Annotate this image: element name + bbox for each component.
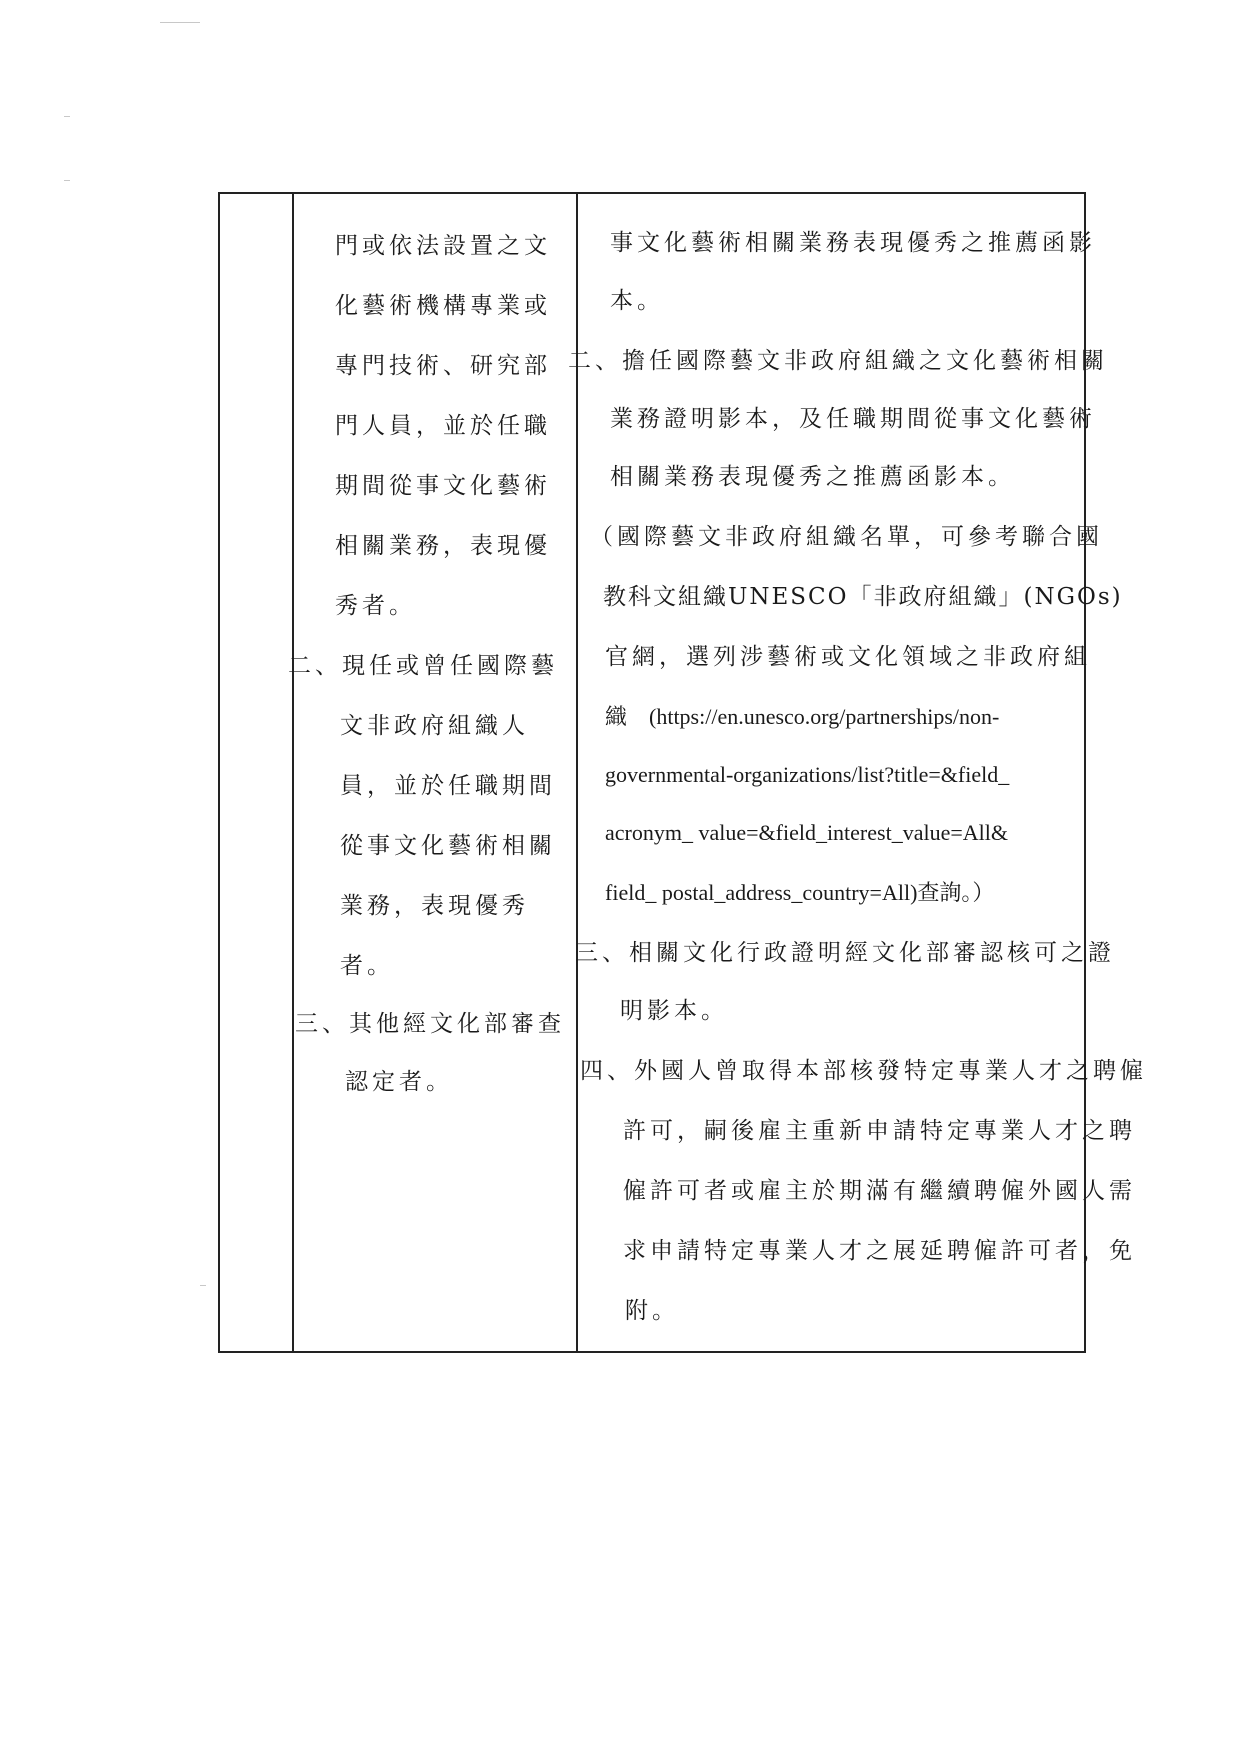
right-text-line: 明影本。 — [620, 998, 728, 1024]
left-text-line: 業務，表現優秀 — [340, 893, 529, 919]
right-text-line: 僱許可者或雇主於期滿有繼續聘僱外國人需 — [623, 1178, 1136, 1204]
right-text-line: governmental-organizations/list?title=&field_ — [605, 762, 1010, 787]
scan-artifact — [160, 22, 200, 23]
left-text-line: 員，並於任職期間 — [340, 773, 556, 799]
right-text-line: 事文化藝術相關業務表現優秀之推薦函影 — [610, 230, 1096, 256]
left-text-line: 從事文化藝術相關 — [340, 833, 556, 859]
right-text-line: 官網，選列涉藝術或文化領域之非政府組 — [605, 644, 1091, 670]
right-text-line: 本。 — [610, 288, 664, 314]
column-divider — [292, 194, 294, 1351]
right-text-line: （國際藝文非政府組織名單，可參考聯合國 — [590, 524, 1103, 550]
right-text-line: 附。 — [625, 1298, 679, 1324]
left-text-line: 期間從事文化藝術 — [335, 473, 551, 499]
left-text-line: 秀者。 — [335, 593, 416, 619]
right-text-line: 許可，嗣後雇主重新申請特定專業人才之聘 — [623, 1118, 1136, 1144]
left-text-line: 二、現任或曾任國際藝 — [288, 653, 558, 679]
left-text-line: 專門技術、研究部 — [335, 353, 551, 379]
scan-artifact — [64, 116, 70, 117]
right-text-line: 二、擔任國際藝文非政府組織之文化藝術相關 — [568, 348, 1108, 374]
right-text-line: acronym_ value=&field_interest_value=All& — [605, 820, 1008, 845]
right-text-line: 四、外國人曾取得本部核發特定專業人才之聘僱 — [580, 1058, 1147, 1084]
right-text-line: 業務證明影本，及任職期間從事文化藝術 — [610, 406, 1096, 432]
right-text-line: field_ postal_address_country=All)查詢。） — [605, 880, 995, 905]
right-text-line: 教科文組織UNESCO「非政府組織」(NGOs) — [603, 584, 1123, 610]
left-text-line: 門人員，並於任職 — [335, 413, 551, 439]
left-text-line: 三、其他經文化部審查 — [295, 1011, 565, 1037]
scan-artifact — [200, 1285, 206, 1286]
right-text-line: 求申請特定專業人才之展延聘僱許可者，免 — [623, 1238, 1136, 1264]
scan-artifact — [64, 180, 70, 181]
right-text-line: 織 (https://en.unesco.org/partnerships/non- — [605, 704, 1000, 729]
left-text-line: 化藝術機構專業或 — [335, 293, 551, 319]
left-text-line: 文非政府組織人 — [340, 713, 529, 739]
left-text-line: 認定者。 — [345, 1069, 453, 1095]
right-text-line: 相關業務表現優秀之推薦函影本。 — [610, 464, 1015, 490]
form-table — [218, 192, 1147, 1353]
right-text-line: 三、相關文化行政證明經文化部審認核可之證 — [575, 940, 1115, 966]
left-text-line: 門或依法設置之文 — [335, 233, 551, 259]
left-text-line: 相關業務，表現優 — [335, 533, 551, 559]
left-text-line: 者。 — [340, 953, 394, 979]
